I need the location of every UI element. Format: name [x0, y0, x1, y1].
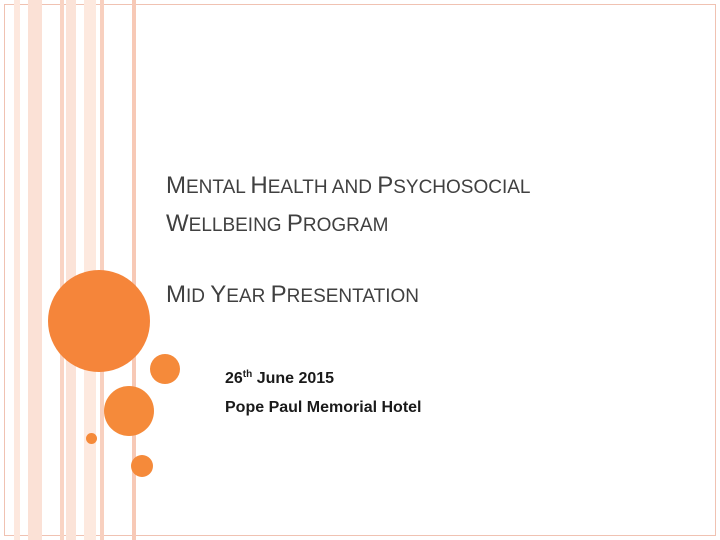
decorative-stripe	[66, 0, 76, 540]
subtitle-word-cap: M	[166, 281, 186, 308]
subtitle-word-rest: EAR	[226, 286, 271, 307]
subtitle-word-cap: Y	[210, 281, 227, 308]
slide-details	[225, 364, 421, 422]
date-ordinal-suffix: th	[242, 369, 253, 380]
presentation-date	[225, 364, 421, 393]
slide-subtitle	[166, 278, 419, 314]
decorative-stripe	[28, 0, 42, 540]
title-word-cap: W	[166, 210, 189, 237]
slide-frame	[4, 4, 716, 536]
decorative-circle-tiny	[86, 433, 97, 444]
title-word-cap: H	[250, 172, 268, 199]
title-word-rest: EALTH AND	[267, 177, 378, 198]
decorative-circle-medium	[150, 354, 180, 384]
title-word-rest: ROGRAM	[302, 215, 389, 236]
decorative-circle-small	[131, 455, 153, 477]
decorative-circle-large	[48, 270, 150, 372]
slide-title-line-1	[166, 168, 686, 206]
slide-title-line-2	[166, 206, 686, 244]
title-word-rest: SYCHOSOCIAL	[393, 177, 531, 198]
decorative-circle-medium	[104, 386, 154, 436]
subtitle-word-rest: ID	[186, 286, 211, 307]
title-word-cap: P	[377, 172, 394, 199]
decorative-stripe	[60, 0, 64, 540]
date-month-year: June 2015	[252, 370, 335, 387]
slide-title	[166, 168, 686, 244]
date-day: 26	[225, 370, 243, 387]
title-word-rest: ENTAL	[186, 177, 251, 198]
title-word-cap: M	[166, 172, 186, 199]
title-word-rest: ELLBEING	[188, 215, 287, 236]
subtitle-word-cap: P	[270, 281, 287, 308]
title-word-cap: P	[286, 210, 303, 237]
presentation-venue: Pope Paul Memorial Hotel	[225, 399, 422, 416]
decorative-stripe	[14, 0, 20, 540]
subtitle-word-rest: RESENTATION	[286, 286, 419, 307]
